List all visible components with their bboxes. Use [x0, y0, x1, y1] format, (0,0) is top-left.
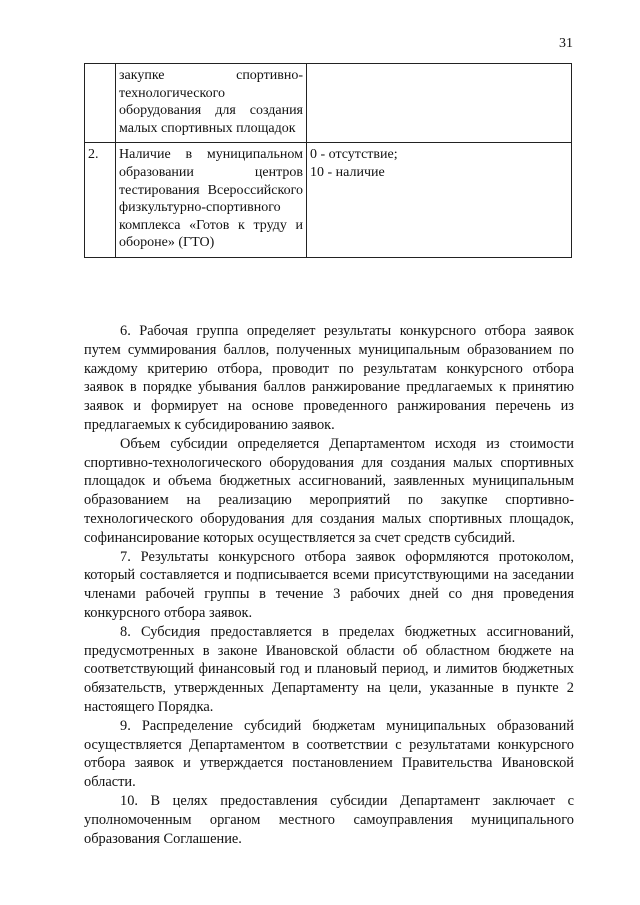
paragraph: Объем субсидии определяется Департаментом исходя из стоимости спортивно-технологического оборудования для создания малых спортивных площадок и объема бюджетных ассигнований, заявленных муниципальным образованием на реализацию мероприятий по закупке спортивно-технологического оборудования для создания малых спортивных площадок, софинансирование которых осуществляется за счет средств субсидий. — [84, 435, 574, 546]
table-row — [85, 64, 572, 143]
criterion-cell: Наличие в муниципальном образовании центров тестирования Всероссийского физкультурно-спортивного комплекса «Готов к труду и обороне» (ГТО) — [116, 143, 307, 258]
body-text — [84, 322, 574, 848]
criteria-table — [84, 63, 572, 258]
paragraph: 7. Результаты конкурсного отбора заявок оформляются протоколом, который составляется и подписывается всеми присутствующими на заседании членами рабочей группы в течение 3 рабочих дней со дня проведения конкурсного отбора заявок. — [84, 548, 574, 621]
table-row — [85, 143, 572, 258]
paragraph: 8. Субсидия предоставляется в пределах бюджетных ассигнований, предусмотренных в законе Ивановской области об областном бюджете на соответствующий финансовый год и плановый период, и лимитов бюджетных обязательств, утвержденных Департаменту на цели, указанные в пункте 2 настоящего Порядка. — [84, 623, 574, 715]
row-number-cell — [85, 64, 116, 143]
row-number-cell: 2. — [85, 143, 116, 258]
score-line: 10 - наличие — [310, 164, 385, 180]
paragraph: 10. В целях предоставления субсидии Департамент заключает с уполномоченным органом местного самоуправления муниципального образования Соглашение. — [84, 792, 574, 847]
page-number: 31 — [559, 36, 573, 51]
score-cell — [307, 64, 572, 143]
score-cell — [307, 143, 572, 258]
score-line: 0 - отсутствие; — [310, 147, 398, 163]
paragraph: 9. Распределение субсидий бюджетам муниципальных образований осуществляется Департаментом в соответствии с результатами конкурсного отбора заявок и утверждается постановлением Правительства Ивановской области. — [84, 717, 574, 791]
paragraph: 6. Рабочая группа определяет результаты конкурсного отбора заявок путем суммирования баллов, полученных муниципальным образованием по каждому критерию отбора, проводит по результатам конкурсного отбора заявок в порядке убывания баллов ранжирование предлагаемых к принятию заявок и формирует на основе проведенного ранжирования перечень из предлагаемых к субсидированию заявок. — [84, 323, 574, 433]
criterion-cell: закупке спортивно-технологического оборудования для создания малых спортивных площадок — [116, 64, 307, 143]
